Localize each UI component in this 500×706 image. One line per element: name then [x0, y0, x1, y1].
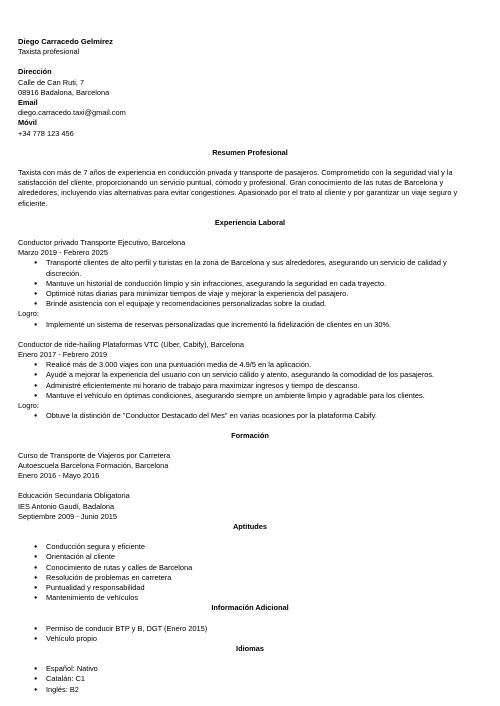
job-entry	[18, 238, 482, 330]
education-school: Autoescuela Barcelona Formación, Barcelona	[18, 460, 169, 470]
achievement-label: Logro:	[18, 401, 39, 411]
languages-list	[18, 664, 482, 695]
section-title-additional: Información Adicional	[211, 603, 289, 613]
list-item: ● Brindé asistencia con el equipaje y recomendaciones personalizadas sobre la ciudad.	[18, 299, 482, 309]
list-item: ● Vehículo propio	[18, 634, 482, 644]
job-duties	[18, 258, 482, 309]
job-duties	[18, 360, 482, 401]
phone-label: Móvil	[18, 118, 37, 128]
section-title-skills: Aptitudes	[232, 521, 268, 531]
list-item: ● Realicé más de 3.000 viajes con una puntuación media de 4.9/5 en la aplicación.	[18, 360, 482, 370]
section-title-languages: Idiomas	[236, 643, 264, 653]
list-item: ● Conducción segura y eficiente	[18, 542, 482, 552]
additional-list	[18, 624, 482, 644]
education-name: Educación Secundaria Obligatoria	[18, 491, 130, 501]
job-title: Conductor de ride-hailing Plataformas VTC (Uber, Cabify), Barcelona	[18, 339, 244, 349]
education-dates: Septiembre 2009 - Junio 2015	[18, 511, 118, 521]
list-item: ● Mantuve un historial de conducción limpio y sin infracciones, asegurando la seguridad en cada trayecto.	[18, 279, 482, 289]
list-item: ● Puntualidad y responsabilidad	[18, 583, 482, 593]
section-title-summary: Resumen Profesional	[212, 147, 288, 157]
education-dates: Enero 2016 - Mayo 2016	[18, 471, 100, 481]
list-item: ● Optimicé rutas diarias para minimizar tiempos de viaje y mejorar la experiencia del pasajero.	[18, 289, 482, 299]
list-item: ● Obtuve la distinción de "Conductor Destacado del Mes" en varias ocasiones por la plataforma Cabify.	[18, 411, 482, 421]
list-item: ● Inglés: B2	[18, 685, 482, 695]
candidate-role: Taxista profesional	[18, 47, 80, 57]
list-item: ● Implementé un sistema de reservas personalizadas que incrementó la fidelización de clientes en un 30%.	[18, 320, 482, 330]
list-item: ● Mantuve el vehículo en óptimas condiciones, asegurando siempre un ambiente limpio y agradable para los clientes.	[18, 391, 482, 401]
education-entry	[18, 451, 482, 482]
list-item: ● Administré eficientemente mi horario de trabajo para maximizar ingresos y tiempo de descanso.	[18, 381, 482, 391]
section-title-education: Formación	[231, 430, 269, 440]
summary-text: Taxista con más de 7 años de experiencia en conducción privada y transporte de pasajeros. Comprometido con la seguridad vial y la satisfacción del cliente, proporcionando un servicio puntual, cómodo y profesional. Gran conocimiento de las rutas de Barcelona y alrededores, incluyendo vías alternativas para evitar congestiones. Apasionado por el trato al cliente y por garantizar un viaje seguro y eficiente.	[18, 168, 458, 208]
job-entry	[18, 340, 482, 422]
list-item: ● Catalán: C1	[18, 674, 482, 684]
education-name: Curso de Transporte de Viajeros por Carretera	[18, 450, 171, 460]
address-line: 08916 Badalona, Barcelona	[18, 87, 110, 97]
list-item: ● Orientación al cliente	[18, 552, 482, 562]
list-item: ● Mantenimiento de vehículos	[18, 593, 482, 603]
job-achievements	[18, 411, 482, 421]
list-item: ● Español: Nativo	[18, 664, 482, 674]
job-dates: Marzo 2019 - Febrero 2025	[18, 248, 108, 258]
phone-value: +34 778 123 456	[18, 128, 74, 138]
list-item: ● Ayudé a mejorar la experiencia del usuario con un servicio cálido y atento, asegurando la comodidad de los pasajeros.	[18, 370, 482, 380]
job-achievements	[18, 320, 482, 330]
list-item: ● Permiso de conducir BTP y B, DGT (Enero 2015)	[18, 624, 482, 634]
candidate-name: Diego Carracedo Gelmírez	[18, 37, 113, 46]
skills-list	[18, 542, 482, 603]
email-label: Email	[18, 98, 38, 108]
education-entry	[18, 491, 482, 522]
address-label: Dirección	[18, 67, 52, 77]
education-school: IES Antonio Gaudí, Badalona	[18, 501, 115, 511]
list-item: ● Resolución de problemas en carretera	[18, 573, 482, 583]
list-item: ● Transporté clientes de alto perfil y turistas en la zona de Barcelona y sus alrededores, asegurando un servicio de calidad y discreción.	[18, 258, 482, 278]
email-value: diego.carracedo.taxi@gmail.com	[18, 108, 126, 118]
list-item: ● Conocimiento de rutas y calles de Barcelona	[18, 563, 482, 573]
job-title: Conductor privado Transporte Ejecutivo, Barcelona	[18, 238, 186, 248]
address-line: Calle de Can Ruti, 7	[18, 77, 85, 87]
job-dates: Enero 2017 - Febrero 2019	[18, 350, 108, 360]
achievement-label: Logro:	[18, 309, 39, 319]
section-title-experience: Experiencia Laboral	[214, 217, 286, 227]
